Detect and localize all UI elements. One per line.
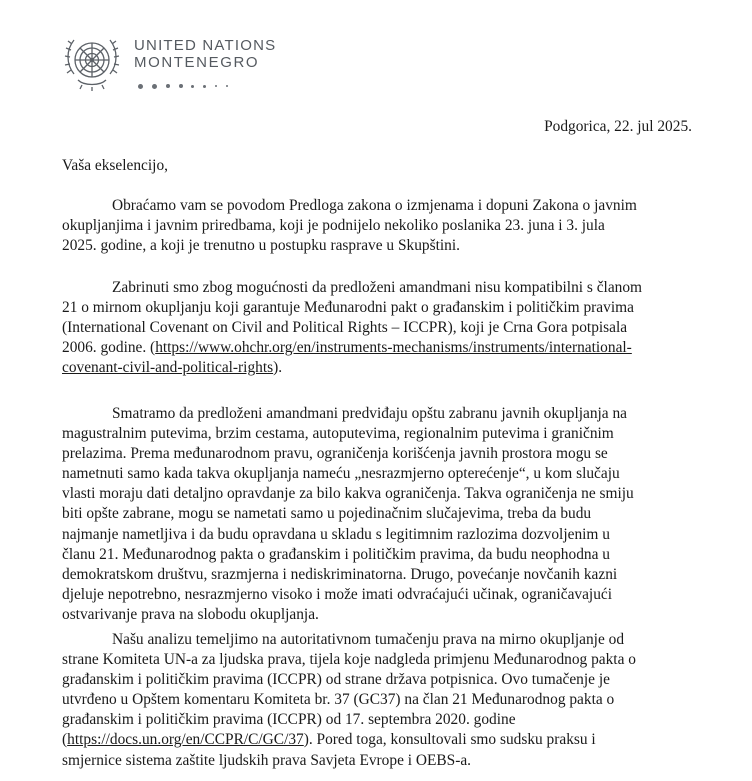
paragraph-line: strane Komiteta UN-a za ljudska prava, tijela koje nadgleda primjenu Međunarodnog pakta o	[62, 651, 636, 669]
paragraph-1	[62, 196, 694, 256]
paragraph-line: građanskim i političkim pravima (ICCPR) od strane država potpisnica. Ovo tumačenje je	[62, 671, 610, 689]
paragraph-line: okupljanjima i javnim priredbama, koji je podnijelo nekoliko poslanika 23. juna i 3. jula	[62, 217, 605, 235]
paragraph-line: Zabrinuti smo zbog mogućnosti da predloženi amandmani nisu kompatibilni s članom	[112, 279, 643, 296]
line-text: ).	[273, 359, 283, 377]
paragraph-line: 2025. godine, a koji je trenutno u postupku rasprave u Skupštini.	[62, 237, 460, 255]
ohchr-link-continued[interactable]: covenant-civil-and-political-rights	[62, 359, 274, 377]
dot-icon	[226, 85, 228, 87]
dot-icon	[215, 85, 217, 87]
paragraph-line: vlasti moraju dati detaljno opravdanje za bilo kakva ograničenja. Takva ograničenja ne smiju	[62, 485, 634, 503]
dot-icon	[203, 85, 206, 88]
paragraph-line: ostvarivanje prava na slobodu okupljanja.	[62, 605, 319, 623]
paragraph-line: članu 21. Međunarodnog pakta o građanskim i političkim pravima, da budu neophodna u	[62, 545, 610, 563]
paragraph-line: Našu analizu temeljimo na autoritativnom tumačenju prava na mirno okupljanje od	[112, 631, 625, 648]
paragraph-line: (International Covenant on Civil and Political Rights – ICCPR), koji je Crna Gora potpisala	[62, 319, 628, 337]
paragraph-line: Smatramo da predloženi amandmani predviđaju opštu zabranu javnih okupljanja na	[112, 405, 628, 422]
paragraph-line: najmanje nametljiva i da budu opravdana u skladu s legitimnim razlozima dozvoljenim u	[62, 525, 610, 543]
paragraph-line: magustralnim putevima, brzim cestama, autoputevima, regionalnim putevima i graničnim	[62, 425, 614, 443]
dot-icon	[191, 85, 194, 88]
paragraph-line: 21 o mirnom okupljanju koji garantuje Međunarodni pakt o građanskim i političkim pravima	[62, 299, 634, 317]
org-name: UNITED NATIONS	[134, 37, 277, 54]
paragraph-line: utvrđeno u Opštem komentaru Komiteta br. 37 (GC37) na član 21 Međunarodnog pakta o	[62, 691, 615, 709]
line-text: (	[62, 731, 68, 749]
paragraph-line: biti opšte zabrane, mogu se nametati samo u pojedinačnim slučajevima, treba da budu	[62, 505, 592, 523]
decorative-dots	[138, 77, 233, 83]
paragraph-2	[62, 278, 694, 378]
ohchr-link[interactable]: https://www.ohchr.org/en/instruments-mechanisms/instruments/international-	[155, 339, 632, 357]
paragraph-3	[62, 404, 694, 625]
dot-icon	[166, 84, 170, 88]
paragraph-line	[62, 338, 694, 358]
paragraph-line: smjernice sistema zaštite ljudskih prava Savjeta Evrope i OEBS-a.	[62, 751, 472, 769]
un-emblem-icon	[60, 30, 124, 94]
paragraph-line: djeluje nepotrebno, nesrazmjerno visoko i može imati odvraćajući učinak, ograničavajući	[62, 585, 613, 603]
line-text: 2006. godine. (	[62, 339, 156, 357]
paragraph-line	[62, 358, 694, 378]
paragraph-line: građanskim i političkim pravima (ICCPR) od 17. septembra 2020. godine	[62, 711, 516, 729]
dot-icon	[179, 84, 183, 88]
org-sub: MONTENEGRO	[134, 54, 260, 71]
paragraph-4	[62, 630, 694, 771]
dot-icon	[152, 84, 157, 89]
paragraph-line: Obraćamo vam se povodom Predloga zakona o izmjenama i dopuni Zakona o javnim	[112, 197, 637, 214]
paragraph-line: nametnuti samo kada takva okupljanja nameću „nesrazmjerno opterećenje“, u kom slučaju	[62, 465, 620, 483]
paragraph-line: prelazima. Prema međunarodnom pravu, ograničenja korišćenja javnih prostora mogu se	[62, 445, 608, 463]
gc37-link[interactable]: https://docs.un.org/en/CCPR/C/GC/37	[67, 731, 304, 749]
salutation: Vaša ekselencijo,	[62, 157, 168, 174]
paragraph-line	[62, 730, 694, 750]
line-text: ). Pored toga, konsultovali smo sudsku praksu i	[303, 731, 596, 749]
place-date: Podgorica, 22. jul 2025.	[544, 118, 692, 135]
paragraph-line: demokratskom društvu, srazmjerna i nediskriminatorna. Drugo, povećanje novčanih kazni	[62, 565, 618, 583]
dot-icon	[138, 84, 143, 89]
